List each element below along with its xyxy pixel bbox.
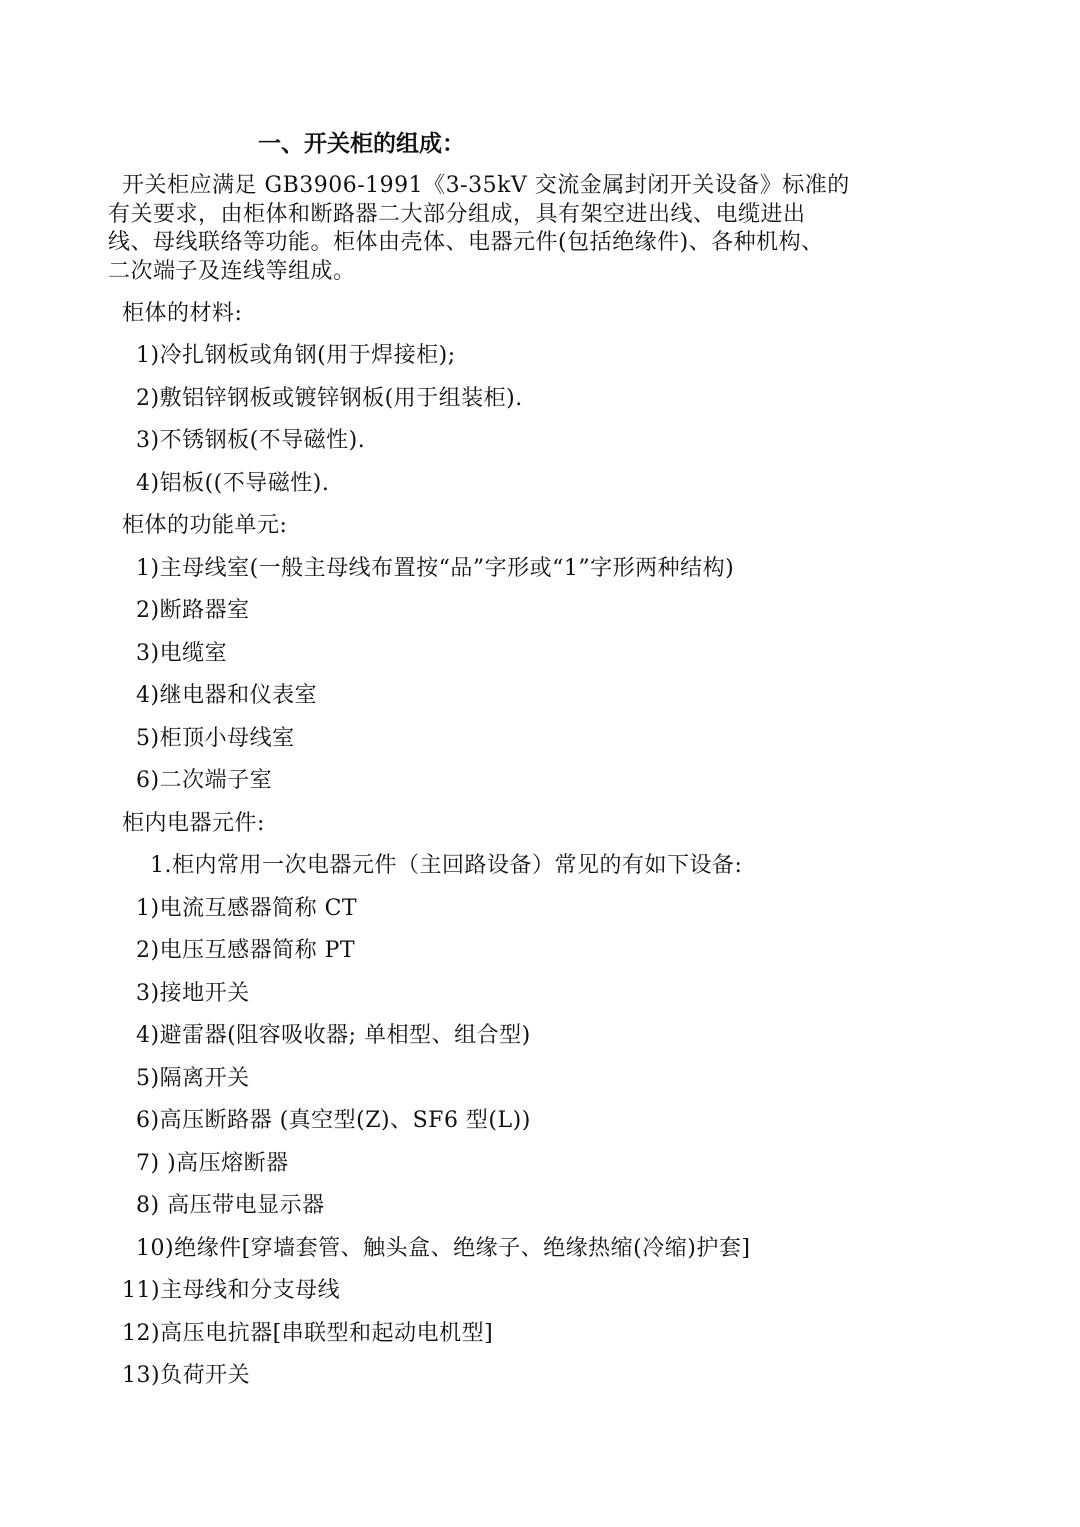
components-item: 4)避雷器(阻容吸收器; 单相型、组合型): [136, 1023, 531, 1048]
components-title: 柜内电器元件:: [122, 811, 265, 836]
components-subtitle: 1.柜内常用一次电器元件（主回路设备）常见的有如下设备:: [150, 853, 743, 878]
components-item: 12)高压电抗器[串联型和起动电机型]: [122, 1321, 494, 1346]
components-item: 3)接地开关: [136, 981, 250, 1006]
components-item: 11)主母线和分支母线: [122, 1278, 341, 1303]
intro-paragraph: [108, 172, 978, 286]
units-item: 2)断路器室: [136, 598, 250, 623]
materials-item: 2)敷铝锌钢板或镀锌钢板(用于组装柜).: [136, 386, 523, 411]
materials-item: 3)不锈钢板(不导磁性).: [136, 428, 366, 453]
components-item: 8) 高压带电显示器: [136, 1193, 325, 1218]
units-item: 5)柜顶小母线室: [136, 726, 295, 751]
components-item: 6)高压断路器 (真空型(Z)、SF6 型(L)): [136, 1108, 531, 1133]
materials-item: 1)冷扎钢板或角钢(用于焊接柜);: [136, 343, 456, 368]
units-item: 6)二次端子室: [136, 768, 273, 793]
components-item: 7) )高压熔断器: [136, 1151, 289, 1176]
materials-title: 柜体的材料:: [122, 301, 243, 326]
intro-line: 线、母线联络等功能。柜体由壳体、电器元件(包括绝缘件)、各种机构、: [108, 230, 824, 255]
components-item: 2)电压互感器简称 PT: [136, 938, 356, 963]
components-item: 5)隔离开关: [136, 1066, 250, 1091]
units-title: 柜体的功能单元:: [122, 513, 288, 538]
intro-line: 开关柜应满足 GB3906-1991《3-35kV 交流金属封闭开关设备》标准的: [122, 173, 850, 198]
section-heading: 一、开关柜的组成：: [258, 131, 465, 157]
units-item: 3)电缆室: [136, 641, 228, 666]
components-item: 1)电流互感器简称 CT: [136, 896, 358, 921]
components-item: 13)负荷开关: [122, 1363, 251, 1388]
units-item: 1)主母线室(一般主母线布置按“品”字形或“1”字形两种结构): [136, 556, 735, 581]
intro-line: 二次端子及连线等组成。: [108, 258, 356, 284]
units-item: 4)继电器和仪表室: [136, 683, 318, 708]
intro-line: 有关要求，由柜体和断路器二大部分组成，具有架空进出线、电缆进出: [108, 201, 806, 227]
components-item: 10)绝缘件[穿墙套管、触头盒、绝缘子、绝缘热缩(冷缩)护套]: [136, 1236, 751, 1261]
materials-item: 4)铝板((不导磁性).: [136, 471, 330, 496]
